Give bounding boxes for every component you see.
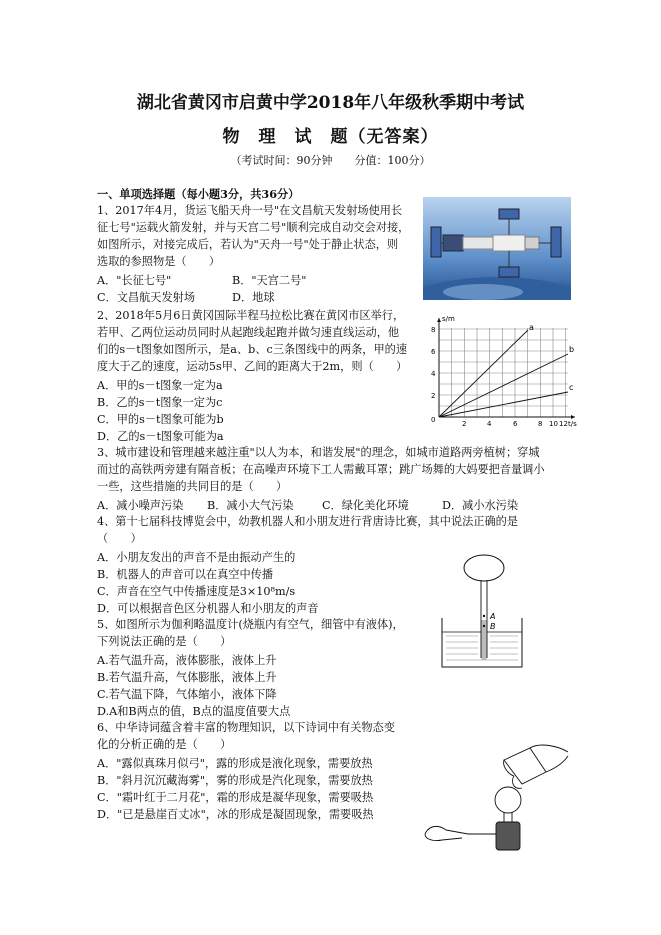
q1-line: 1、2017年4月，货运飞船天舟一号"在文昌航天发射场使用长 xyxy=(97,204,403,217)
y-axis-label: s/m xyxy=(442,315,455,323)
y-tick: 4 xyxy=(431,370,436,378)
x-tick: 2 xyxy=(462,420,467,428)
exam-title: 湖北省黄冈市启黄中学2018年八年级秋季期中考试 xyxy=(136,93,525,113)
q6-option-b: B．"斜月沉沉藏海雾"，雾的形成是汽化现象，需要放热 xyxy=(97,774,373,787)
line-a xyxy=(439,330,528,417)
q4-option-a: A．小朋友发出的声音不是由振动产生的 xyxy=(97,551,296,564)
q5-option-a: A.若气温升高，液体膨胀，液体上升 xyxy=(97,654,277,667)
q6-line: 6、中华诗词蕴含着丰富的物理知识，以下诗词中有关物态变 xyxy=(97,721,395,734)
q5-option-b: B.若气温升高，气体膨胀，液体上升 xyxy=(97,671,277,684)
experiment-drawings xyxy=(418,738,578,858)
q1-option-b: B．"天宫二号" xyxy=(232,274,307,287)
thermometer-diagram xyxy=(432,550,527,675)
x-tick: 12 xyxy=(559,420,568,428)
st-graph xyxy=(425,310,580,430)
line-b xyxy=(439,354,568,417)
q1-line: 如图所示，对接完成后，若认为"天舟一号"处于静止状态，则 xyxy=(97,238,399,251)
q3-line: 3、城市建设和管理越来越注重"以人为本，和谐发展"的理念，如城市道路两旁植树；穿城 xyxy=(97,446,540,459)
exam-subject: 物 理 试 题（无答案） xyxy=(222,127,439,147)
x-tick: 8 xyxy=(538,420,543,428)
y-tick: 2 xyxy=(431,392,436,400)
y-tick: 8 xyxy=(431,326,436,334)
x-tick: 4 xyxy=(487,420,492,428)
q2-line: 度大于乙的速度，运动5s甲、乙间的距离大于2m，则（ ） xyxy=(97,360,408,373)
flask-drawing xyxy=(425,787,521,850)
pouring-cup-drawing xyxy=(504,745,568,788)
y-tick: 0 xyxy=(431,416,436,424)
q3-option-a: A．减小噪声污染 xyxy=(97,499,184,512)
q3-line: 一些，这些措施的共同目的是（ ） xyxy=(97,480,288,493)
q2-line: 若甲、乙两位运动员同时从起跑线起跑并做匀速直线运动，他 xyxy=(97,326,400,339)
q5-line: 下列说法正确的是（ ） xyxy=(97,635,232,648)
q3-option-c: C．绿化美化环境 xyxy=(322,499,409,512)
q5-line: 5、如图所示为伽利略温度计(烧瓶内有空气，细管中有液体)， xyxy=(97,618,404,631)
q2-option-d: D．乙的s－t图象可能为a xyxy=(97,430,224,443)
q1-option-a: A．"长征七号" xyxy=(97,274,172,287)
x-tick: 6 xyxy=(513,420,518,428)
point-b-label: B xyxy=(490,622,496,631)
q6-option-c: C．"霜叶红于二月花"，霜的形成是凝华现象，需要吸热 xyxy=(97,791,374,804)
q1-option-c: C．文昌航天发射场 xyxy=(97,291,196,304)
exam-info: （考试时间：90分钟 分值：100分） xyxy=(230,154,431,167)
q1-line: 选取的参照物是（ ） xyxy=(97,255,221,268)
line-a-label: a xyxy=(529,323,534,332)
section-heading: 一、单项选择题（每小题3分，共36分） xyxy=(97,187,300,201)
graph-grid xyxy=(439,326,568,417)
x-axis-label: t/s xyxy=(568,420,577,428)
q4-line: 4、第十七届科技博览会中，幼教机器人和小朋友进行背唐诗比赛，其中说法正确的是 xyxy=(97,515,519,528)
q4-option-b: B．机器人的声音可以在真空中传播 xyxy=(97,568,274,581)
q1-line: 征七号"运载火箭发射，并与天宫二号"顺利完成自动交会对接， xyxy=(97,221,410,234)
q2-line: 2、2018年5月6日黄冈国际半程马拉松比赛在黄冈市区举行， xyxy=(97,309,405,322)
point-a-label: A xyxy=(490,612,496,621)
q5-option-c: C.若气温下降，气体缩小，液体下降 xyxy=(97,688,277,701)
q2-option-b: B．乙的s－t图象一定为c xyxy=(97,396,223,409)
q4-line: （ ） xyxy=(97,532,142,545)
q6-line: 化的分析正确的是（ ） xyxy=(97,738,232,751)
q2-option-c: C．甲的s－t图象可能为b xyxy=(97,413,224,426)
q2-line: 们的s－t图象如图所示，是a、b、c三条图线中的两条，甲的速 xyxy=(97,343,408,356)
spacecraft-docking-image xyxy=(423,197,571,300)
q6-option-a: A．"露似真珠月似弓"，露的形成是液化现象，需要放热 xyxy=(97,757,373,770)
x-tick: 10 xyxy=(549,420,558,428)
line-c xyxy=(439,392,568,417)
q3-option-d: D．减小水污染 xyxy=(442,499,519,512)
y-tick: 6 xyxy=(431,348,436,356)
q3-option-b: B．减小大气污染 xyxy=(207,499,294,512)
line-c-label: c xyxy=(569,383,574,392)
q6-option-d: D．"已是悬崖百丈冰"，冰的形成是凝固现象，需要吸热 xyxy=(97,808,374,821)
q4-option-d: D．可以根据音色区分机器人和小朋友的声音 xyxy=(97,602,319,615)
line-b-label: b xyxy=(569,345,575,354)
q2-option-a: A．甲的s－t图象一定为a xyxy=(97,379,223,392)
q1-option-d: D．地球 xyxy=(232,291,275,304)
q4-option-c: C．声音在空气中传播速度是3×10⁸m/s xyxy=(97,585,296,598)
q5-option-d: D.A和B两点的值，B点的温度值要大点 xyxy=(97,705,291,718)
q3-line: 而过的高铁两旁建有隔音板；在高噪声环境下工人需戴耳罩；跳广场舞的大妈要把音量调小 xyxy=(97,463,545,476)
